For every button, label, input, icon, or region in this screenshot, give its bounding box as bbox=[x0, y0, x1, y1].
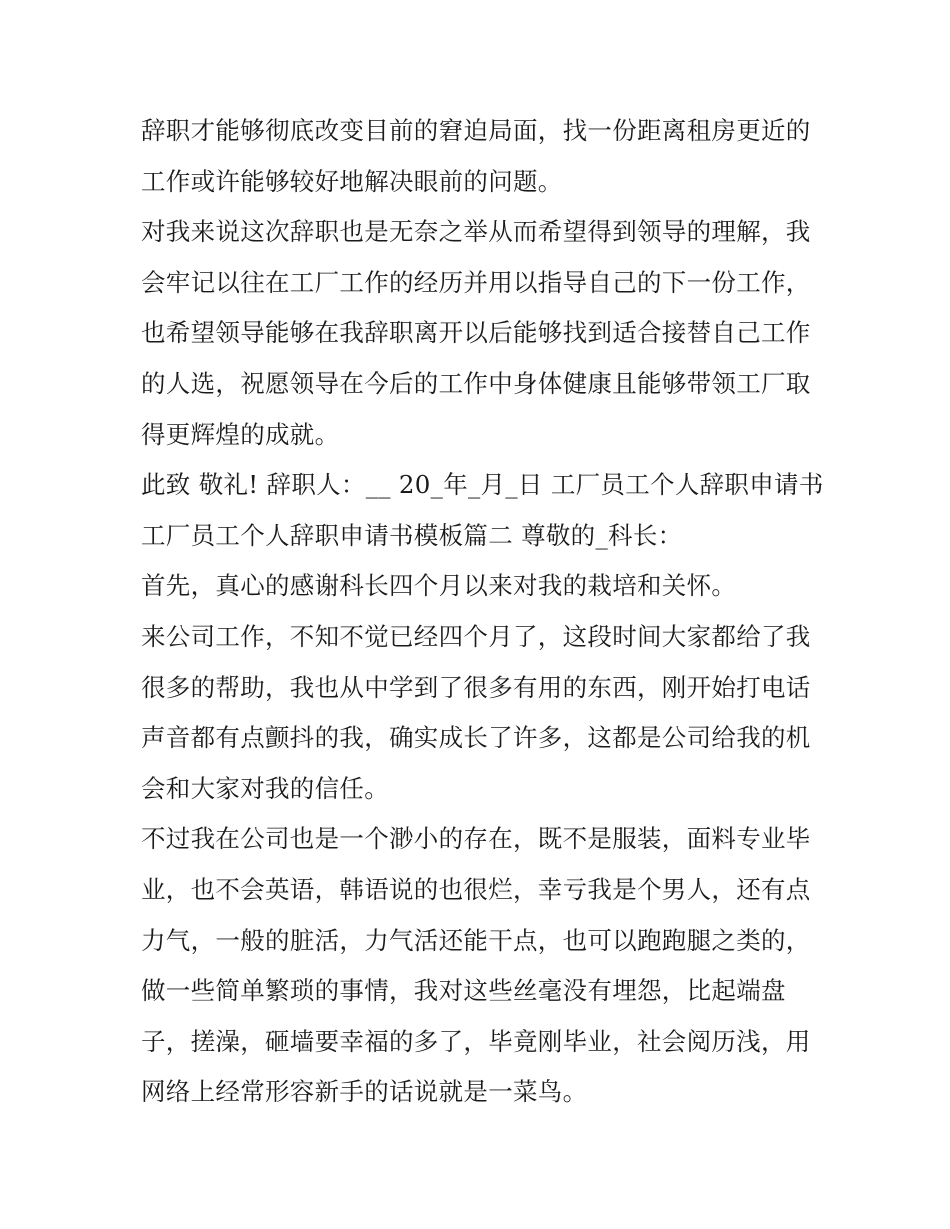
text-line: 的人选，祝愿领导在今后的工作中身体健康且能够带领工厂取 bbox=[141, 368, 811, 398]
text-line: 辞职才能够彻底改变目前的窘迫局面，找一份距离租房更近的 bbox=[141, 116, 811, 145]
text-line: 很多的帮助，我也从中学到了很多有用的东西，刚开始打电话 bbox=[141, 672, 811, 702]
text-line: 子，搓澡，砸墙要幸福的多了，毕竟刚毕业，社会阅历浅，用 bbox=[141, 1026, 811, 1056]
text-line: 网络上经常形容新手的话说就是一菜鸟。 bbox=[141, 1077, 588, 1107]
text-line: 来公司工作，不知不觉已经四个月了，这段时间大家都给了我 bbox=[141, 621, 811, 651]
text-line: 工作或许能够较好地解决眼前的问题。 bbox=[141, 166, 563, 196]
text-line: 会牢记以往在工厂工作的经历并用以指导自己的下一份工作， bbox=[141, 267, 811, 297]
text-line: 会和大家对我的信任。 bbox=[141, 773, 389, 803]
text-line: 做一些简单繁琐的事情，我对这些丝毫没有埋怨，比起端盘 bbox=[141, 976, 786, 1006]
text-line: 得更辉煌的成就。 bbox=[141, 419, 340, 449]
text-line: 对我来说这次辞职也是无奈之举从而希望得到领导的理解，我 bbox=[141, 217, 811, 247]
text-line: 业，也不会英语，韩语说的也很烂，幸亏我是个男人，还有点 bbox=[141, 874, 811, 904]
body-text bbox=[141, 106, 824, 1118]
text-line: 不过我在公司也是一个渺小的存在，既不是服装，面料专业毕 bbox=[141, 824, 811, 854]
text-line: 声音都有点颤抖的我，确实成长了许多，这都是公司给我的机 bbox=[141, 723, 811, 753]
text-line: 首先，真心的感谢科长四个月以来对我的栽培和关怀。 bbox=[141, 571, 737, 601]
text-line: 力气，一般的脏活，力气活还能干点，也可以跑跑腿之类的， bbox=[141, 925, 811, 955]
text-line: 此致 敬礼! 辞职人：__ 20_年_月_日 工厂员工个人辞职申请书 bbox=[141, 470, 824, 500]
text-line: 也希望领导能够在我辞职离开以后能够找到适合接替自己工作 bbox=[141, 318, 811, 348]
text-line: 工厂员工个人辞职申请书模板篇二 尊敬的_科长： bbox=[141, 520, 683, 550]
